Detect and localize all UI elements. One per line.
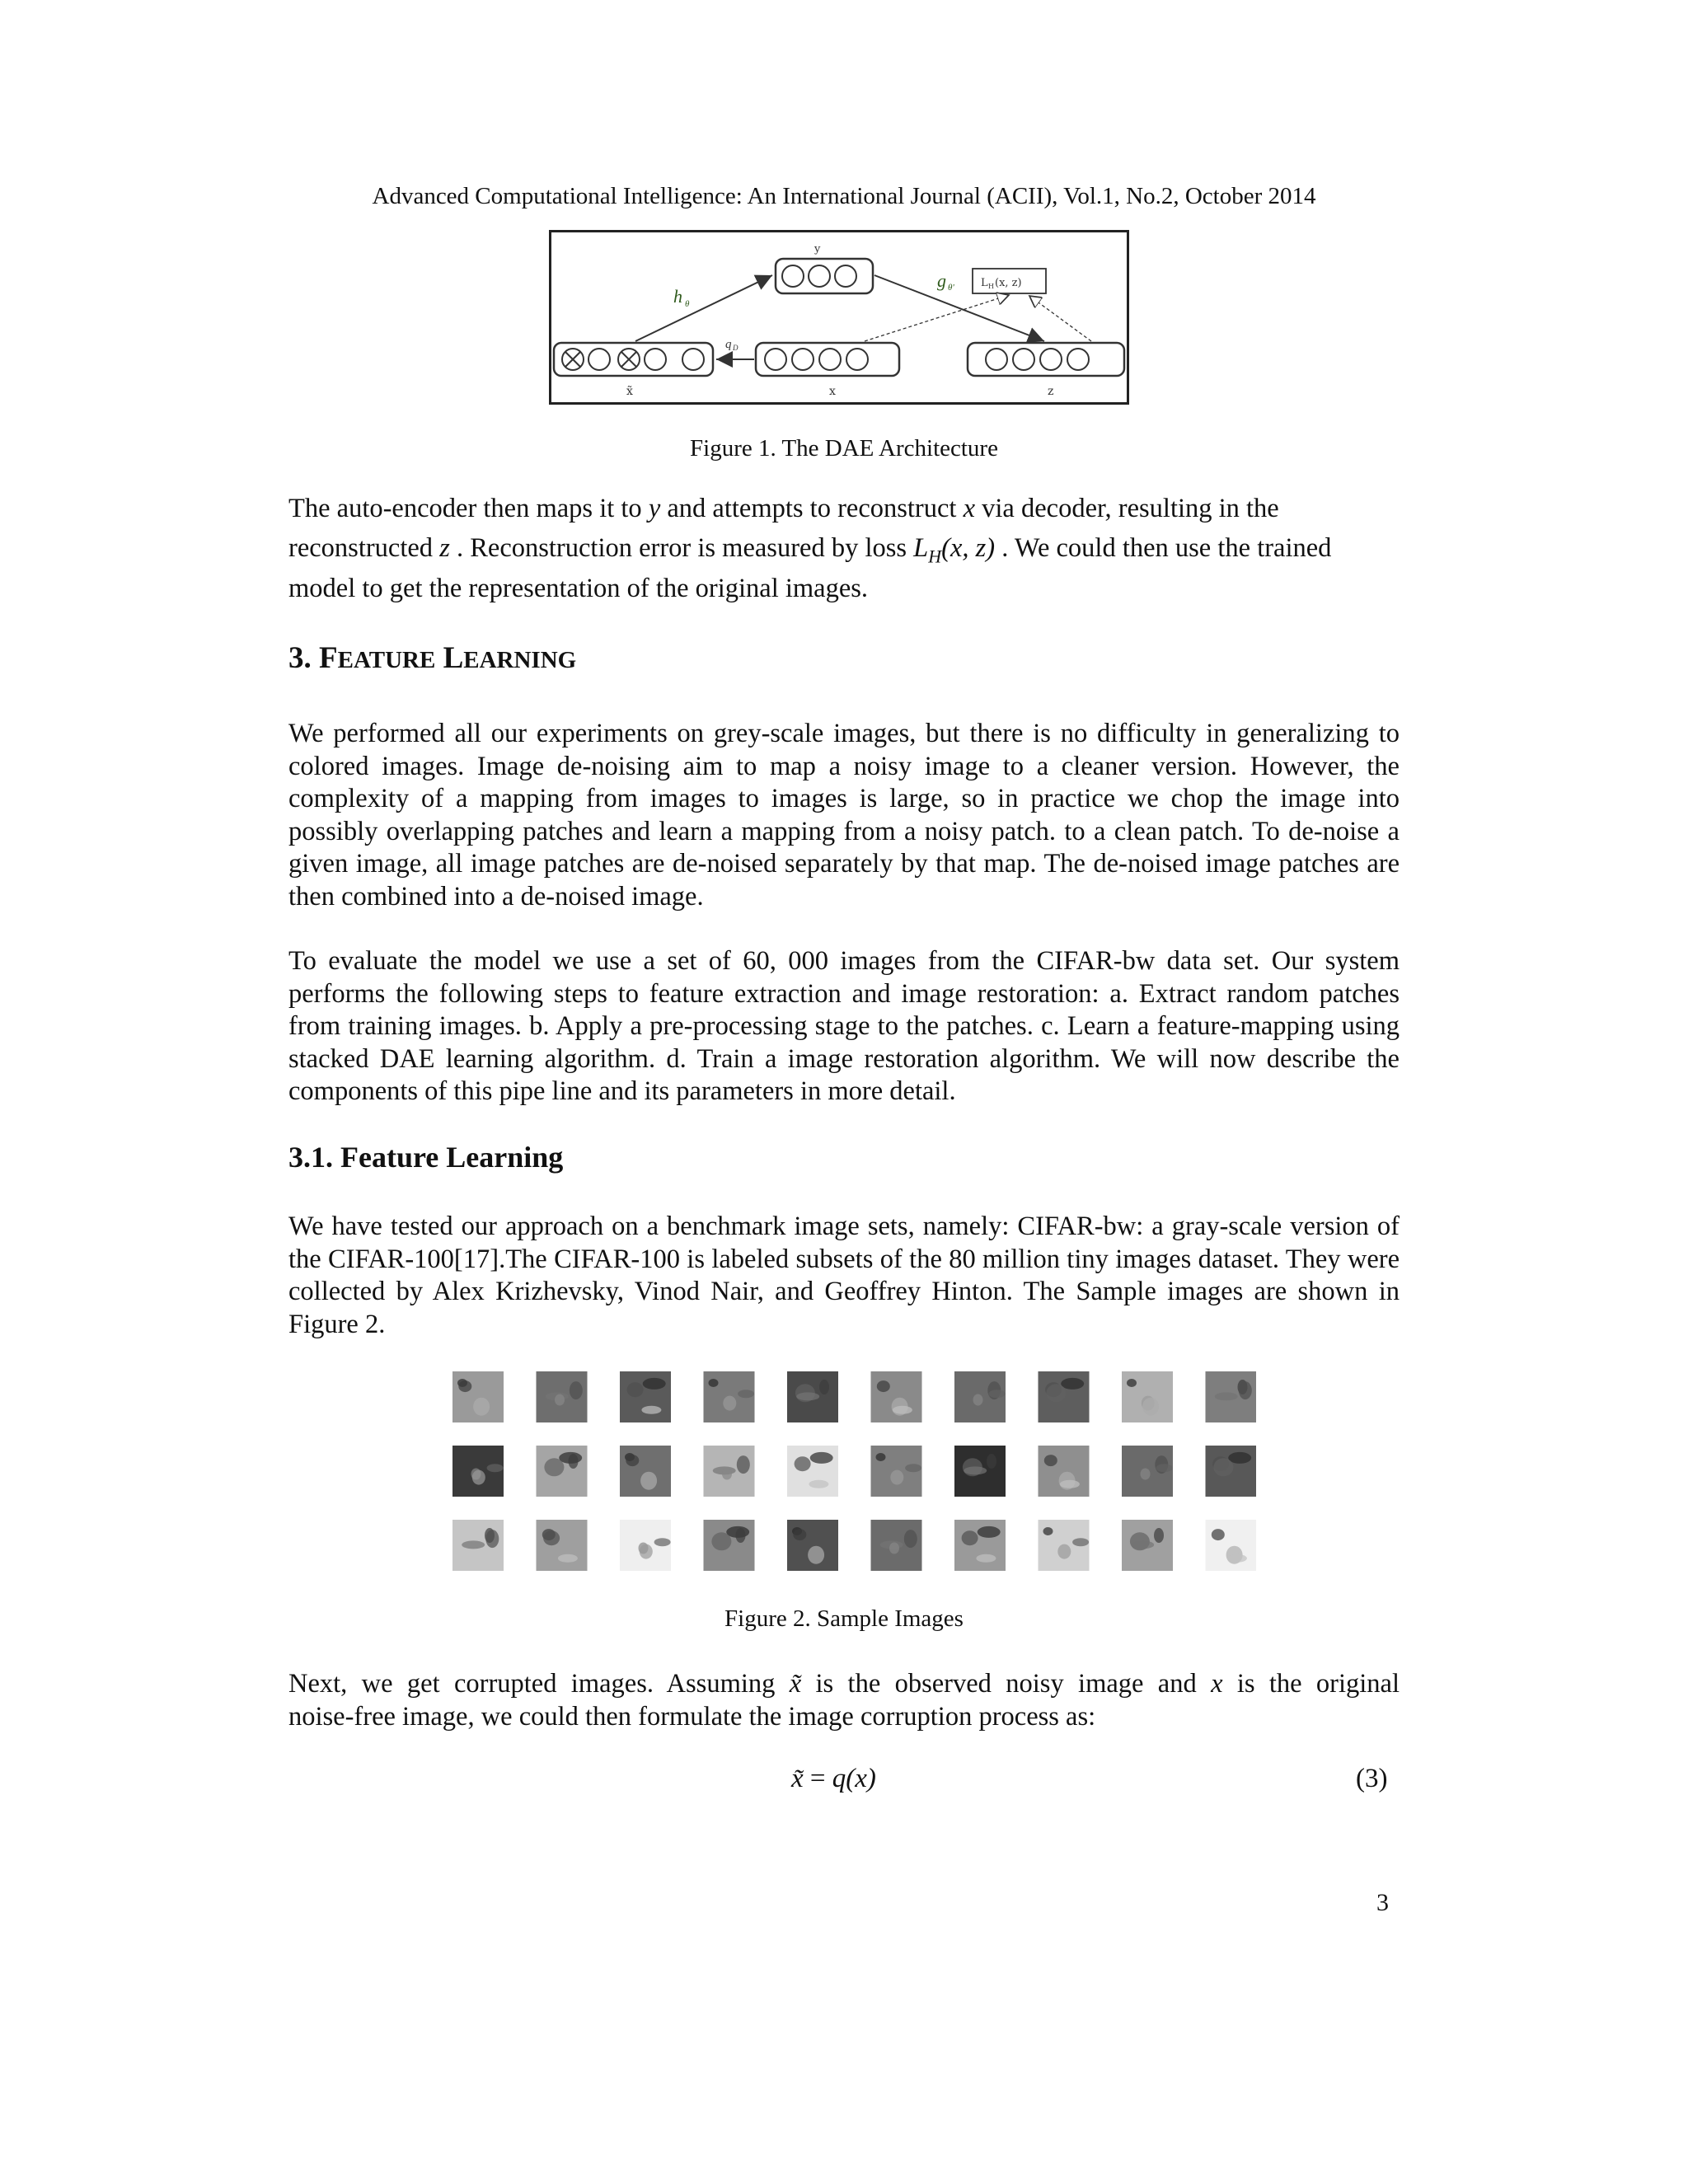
sample-image-thumbnail: [620, 1371, 671, 1422]
label-g: g: [937, 270, 946, 291]
label-x: x: [829, 385, 836, 398]
label-loss-sub: H: [988, 283, 994, 290]
sample-image-thumbnail: [871, 1446, 922, 1497]
sample-image-thumbnail: [620, 1446, 671, 1497]
subsection-heading: 3.1. Feature Learning: [288, 1141, 564, 1174]
label-loss: L: [981, 277, 988, 289]
paragraph-autoencoder: The auto-encoder then maps it to y and attempts to reconstruct x via decoder, resulting in the reconstructed z . Reconstruction error is measured by loss $L_H(x$, z) . We could then use the trained model to get the representation of the original images.: [288, 494, 1332, 603]
sample-image-thumbnail: [1122, 1371, 1173, 1422]
dae-architecture-diagram: [549, 230, 1129, 405]
sample-image-thumbnail: [1122, 1520, 1173, 1571]
sample-image-thumbnail: [1206, 1520, 1257, 1571]
sample-image-thumbnail: [1122, 1446, 1173, 1497]
sample-image-thumbnail: [871, 1371, 922, 1422]
figure-2-caption: Figure 2. Sample Images: [724, 1605, 964, 1632]
sample-image-thumbnail: [787, 1371, 838, 1422]
sample-image-thumbnail: [537, 1520, 588, 1571]
label-h: h: [673, 286, 682, 307]
sample-image-thumbnail: [1039, 1371, 1090, 1422]
sample-image-thumbnail: [704, 1371, 755, 1422]
sample-image-thumbnail: [787, 1520, 838, 1571]
page-number: 3: [1376, 1889, 1389, 1916]
label-q: q: [725, 338, 732, 351]
sample-image-thumbnail: [704, 1520, 755, 1571]
sample-image-thumbnail: [1039, 1520, 1090, 1571]
equation-number: (3): [1356, 1764, 1388, 1793]
label-y: y: [814, 243, 821, 255]
dae-diagram-svg: [551, 232, 1127, 402]
paragraph-evaluation: To evaluate the model we use a set of 60, 000 images from the CIFAR-bw data set. Our system performs the following steps to feature extraction and image restoration: a. Extract random patches from training images. b. Apply a pre-processing stage to the patches. c. Learn a feature-mapping using stacked DAE learning algorithm. d. Train a image restoration algorithm. We will now describe the components of this pipe line and its parameters in more detail.: [288, 946, 1400, 1107]
section-heading-feature-learning: 3. FEATURE LEARNING: [288, 641, 577, 675]
running-header: Advanced Computational Intelligence: An International Journal (ACII), Vol.1, No.2, October 2014: [372, 183, 1316, 209]
sample-image-thumbnail: [954, 1520, 1006, 1571]
sample-images-svg: [452, 1371, 1256, 1573]
sample-image-thumbnail: [954, 1371, 1006, 1422]
label-q-sub: D: [733, 344, 738, 352]
equation-3: x̃ = q(x): [791, 1764, 876, 1793]
figure-1-caption: Figure 1. The DAE Architecture: [690, 435, 998, 462]
paragraph-greyscale: We performed all our experiments on grey-scale images, but there is no difficulty in generalizing to colored images. Image de-noising aim to map a noisy image to a cleaner version. However, the complexity of a mapping from images to images is large, so in practice we chop the image into possibly overlapping patches and learn a mapping from a noisy patch. to a clean patch. To de-noise a given image, all image patches are de-noised separately by that map. The de-noised image patches are then combined into a de-noised image.: [288, 719, 1400, 912]
sample-image-thumbnail: [537, 1371, 588, 1422]
label-g-sub: θ': [948, 283, 954, 293]
label-x-tilde: x̃: [626, 385, 633, 398]
sample-image-thumbnail: [620, 1520, 671, 1571]
sample-image-thumbnail: [452, 1520, 504, 1571]
sample-image-thumbnail: [871, 1520, 922, 1571]
sample-image-thumbnail: [787, 1446, 838, 1497]
paragraph-benchmark: We have tested our approach on a benchmark image sets, namely: CIFAR-bw: a gray-scale version of the CIFAR-100[17].The CIFAR-100 is labeled subsets of the 80 million tiny images dataset. They were collected by Alex Krizhevsky, Vinod Nair, and Geoffrey Hinton. The Sample images are shown in Figure 2.: [288, 1212, 1400, 1339]
sample-image-thumbnail: [452, 1446, 504, 1497]
sample-image-thumbnail: [537, 1446, 588, 1497]
sample-image-thumbnail: [704, 1446, 755, 1497]
sample-image-thumbnail: [954, 1446, 1006, 1497]
sample-image-thumbnail: [1206, 1446, 1257, 1497]
label-loss-args: (x, z): [995, 277, 1022, 289]
sample-images-grid: [452, 1371, 1256, 1573]
sample-image-thumbnail: [452, 1371, 504, 1422]
label-z: z: [1048, 385, 1054, 398]
paragraph-corruption: Next, we get corrupted images. Assuming x̃ is the observed noisy image and x is the original noise-free image, we could then formulate the image corruption process as:: [288, 1669, 1400, 1732]
sample-image-thumbnail: [1039, 1446, 1090, 1497]
label-h-sub: θ: [685, 299, 690, 309]
sample-image-thumbnail: [1206, 1371, 1257, 1422]
